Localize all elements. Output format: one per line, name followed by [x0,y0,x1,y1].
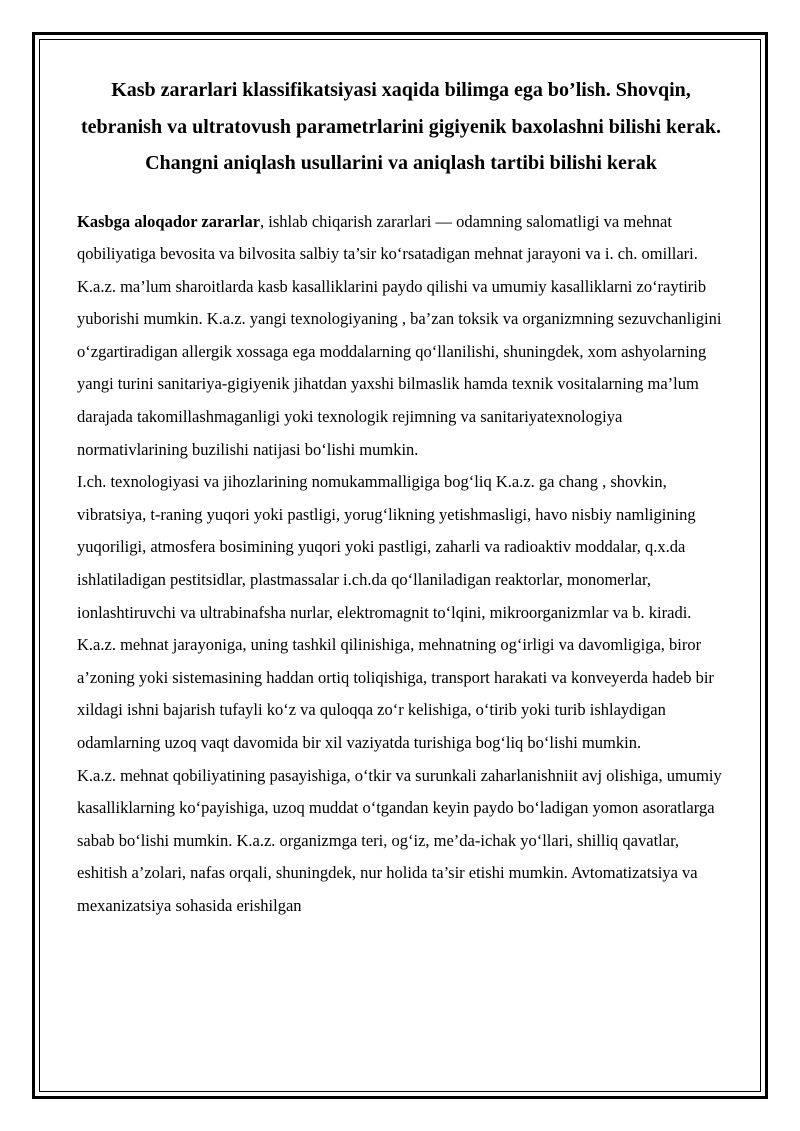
paragraph-2-text: I.ch. texnologiyasi va jihozlarining nomukammalligiga bogʻliq K.a.z. ga chang , shovkin, vibratsiya, t-raning yuqori yoki pastligi, yorugʻlikning yetishmasligi, havo nisbiy namligining yuqoriligi, atmosfera bosimining yuqori yoki pastligi, zaharli va radioaktiv moddalar, q.x.da ishlatiladigan pestitsidlar, plastmassalar i.ch.da qoʻllaniladigan reaktorlar, monomerlar, ionlashtiruvchi va ultrabinafsha nurlar, elektromagnit toʻlqini, mikroorganizmlar va b. kiradi. K.a.z. mehnat jarayoniga, uning tashkil qilinishiga, mehnatning ogʻirligi va davomligiga, biror a’zoning yoki sistemasining haddan ortiq toliqishiga, transport harakati va konveyerda hadeb bir xildagi ishni bajarish tufayli koʻz va quloqqa zoʻr kelishiga, oʻtirib yoki turib ishlaydigan odamlarning uzoq vaqt davomida bir xil vaziyatda turishiga bogʻliq boʻlishi mumkin. [77,472,714,752]
document-title: Kasb zararlari klassifikatsiyasi xaqida bilimga ega bo’lish. Shovqin, tebranish va ultratovush parametrlarini gigiyenik baxolashni bilishi kerak. Changni aniqlash usullarini va aniqlash tartibi bilishi kerak [80,79,722,174]
paragraph-1-lead-term: Kasbga aloqador zararlar [77,211,261,231]
paragraph-2 [77,466,725,759]
document-body [77,206,725,923]
paragraph-3 [77,760,725,923]
document-content [77,72,725,923]
paragraph-1 [77,206,725,467]
paragraph-1-text: , ishlab chiqarish zararlari — odamning salomatligi va mehnat qobiliyatiga bevosita va bilvosita salbiy ta’sir koʻrsatadigan mehnat jarayoni va i. ch. omillari. K.a.z. ma’lum sharoitlarda kasb kasalliklarini paydo qilishi va umumiy kasalliklarni zoʻraytirib yuborishi mumkin. K.a.z. yangi texnologiyaning , ba’zan toksik va organizmning sezuvchanligini oʻzgartiradigan allergik xossaga ega moddalarning qoʻllanilishi, shuningdek, xom ashyolarning yangi turini sanitariya-gigiyenik jihatdan yaxshi bilmaslik hamda texnik vositalarning ma’lum darajada takomillashmaganligi yoki texnologik rejimning va sanitariyatexnologiya normativlarining buzilishi natijasi boʻlishi mumkin. [77,211,722,459]
paragraph-3-text: K.a.z. mehnat qobiliyatining pasayishiga, oʻtkir va surunkali zaharlanishniit avj olishiga, umumiy kasalliklarning koʻpayishiga, uzoq muddat oʻtgandan keyin paydo boʻladigan yomon asoratlarga sabab boʻlishi mumkin. K.a.z. organizmga teri, ogʻiz, me’da-ichak yoʻllari, shilliq qavatlar, eshitish a’zolari, nafas orqali, shuningdek, nur holida ta’sir etishi mumkin. Avtomatizatsiya va mexanizatsiya sohasida erishilgan [77,765,722,915]
